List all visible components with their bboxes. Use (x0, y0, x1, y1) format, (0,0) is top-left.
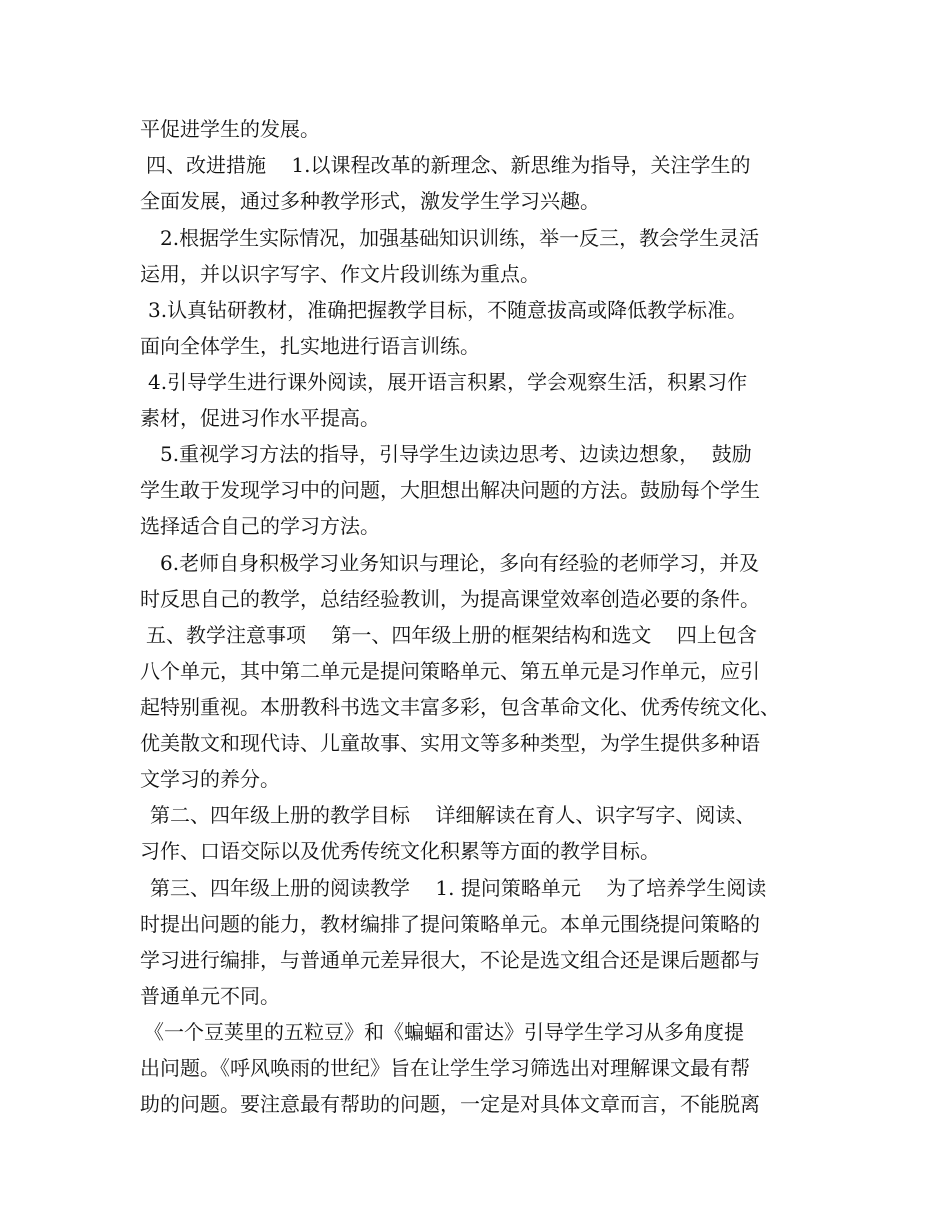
text-line: 5.重视学习方法的指导，引导学生边读边思考、边读边想象， 鼓励 (160, 442, 752, 466)
text-line: 6.老师自身积极学习业务知识与理论，多向有经验的老师学习，并及 (160, 551, 760, 575)
text-line: 全面发展，通过多种教学形式，激发学生学习兴趣。 (140, 189, 600, 213)
text-line: 选择适合自己的学习方法。 (140, 514, 380, 538)
text-line: 文学习的养分。 (140, 767, 280, 791)
text-line: 平促进学生的发展。 (140, 117, 320, 141)
text-line: 助的问题。要注意最有帮助的问题，一定是对具体文章而言，不能脱离 (140, 1092, 760, 1116)
text-line: 四、改进措施 1.以课程改革的新理念、新思维为指导，关注学生的 (146, 153, 751, 177)
text-line: 素材，促进习作水平提高。 (140, 406, 380, 430)
text-line: 第三、四年级上册的阅读教学 1. 提问策略单元 为了培养学生阅读 (150, 876, 767, 900)
text-line: 普通单元不同。 (140, 984, 280, 1008)
text-line: 4.引导学生进行课外阅读，展开语言积累，学会观察生活，积累习作 (148, 370, 748, 394)
text-line: 八个单元，其中第二单元是提问策略单元、第五单元是习作单元，应引 (140, 659, 760, 683)
text-line: 学习进行编排，与普通单元差异很大，不论是选文组合还是课后题都与 (140, 948, 760, 972)
text-line: 出问题。《呼风唤雨的世纪》旨在让学生学习筛选出对理解课文最有帮 (140, 1056, 750, 1080)
text-line: 面向全体学生，扎实地进行语言训练。 (140, 334, 480, 358)
text-line: 优美散文和现代诗、儿童故事、实用文等多种类型，为学生提供多种语 (140, 731, 760, 755)
text-line: 3.认真钻研教材，准确把握教学目标，不随意拔高或降低教学标准。 (148, 298, 748, 322)
text-line: 学生敢于发现学习中的问题，大胆想出解决问题的方法。鼓励每个学生 (140, 478, 760, 502)
text-line: 《一个豆荚里的五粒豆》和《蝙蝠和雷达》引导学生学习从多角度提 (144, 1020, 744, 1044)
text-line: 五、教学注意事项 第一、四年级上册的框架结构和选文 四上包含 (146, 623, 757, 647)
text-line: 运用，并以识字写字、作文片段训练为重点。 (140, 262, 540, 286)
text-line: 时提出问题的能力，教材编排了提问策略单元。本单元围绕提问策略的 (140, 912, 760, 936)
text-line: 起特别重视。本册教科书选文丰富多彩，包含革命文化、优秀传统文化、 (140, 695, 780, 719)
text-line: 2.根据学生实际情况，加强基础知识训练，举一反三，教会学生灵活 (160, 226, 760, 250)
text-line: 时反思自己的教学，总结经验教训，为提高课堂效率创造必要的条件。 (140, 587, 760, 611)
text-line: 习作、口语交际以及优秀传统文化积累等方面的教学目标。 (140, 839, 660, 863)
text-line: 第二、四年级上册的教学目标 详细解读在育人、识字写字、阅读、 (150, 803, 756, 827)
